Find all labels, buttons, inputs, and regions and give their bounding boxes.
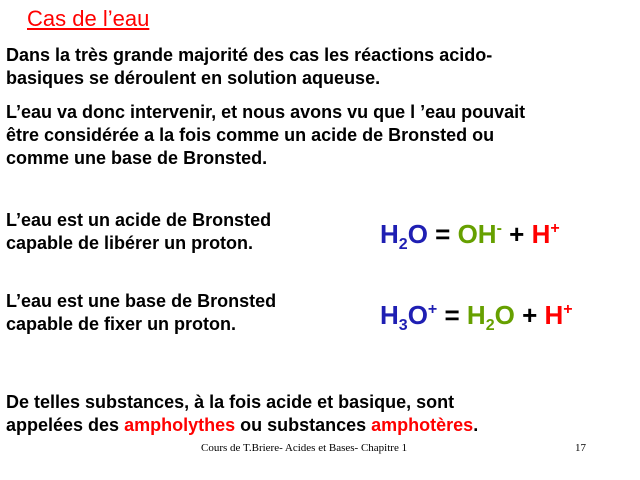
plus-sign: +	[509, 219, 525, 249]
slide-title: Cas de l’eau	[27, 6, 150, 31]
base-product-proton: H+	[544, 300, 573, 330]
water-role-line: être considérée a la fois comme un acide de Bronsted ou	[6, 125, 495, 145]
intro-line: Dans la très grande majorité des cas les réactions acido-	[6, 45, 493, 65]
water-role-line: L’eau va donc intervenir, et nous avons vu que l ’eau pouvait	[6, 102, 526, 122]
water-role-line: comme une base de Bronsted.	[6, 148, 268, 168]
footer-source: Cours de T.Briere- Acides et Bases- Chapitre 1	[201, 442, 408, 454]
term-amphoteres: amphotères	[371, 415, 474, 435]
base-line: L’eau est une base de Bronsted	[6, 291, 277, 311]
base-product-water: $H_2O$	[466, 300, 515, 334]
page-number: 17	[575, 442, 586, 454]
equals-sign: =	[435, 219, 451, 249]
base-reactant: $H_3O^+$	[380, 300, 438, 334]
conclusion-paragraph	[6, 391, 636, 437]
acid-reactant: $H_2O$	[380, 219, 428, 253]
equals-sign: =	[444, 300, 460, 330]
acid-line: L’eau est un acide de Bronsted	[6, 210, 272, 230]
plus-sign: +	[522, 300, 538, 330]
conclusion-line: appelées des ampholythes ou substances amphotères.	[6, 415, 479, 435]
acid-product-hydroxide: OH-	[457, 219, 502, 249]
term-ampholythes: ampholythes	[124, 415, 236, 435]
base-equation	[380, 300, 573, 334]
acid-product-proton: H+	[531, 219, 560, 249]
conclusion-line: De telles substances, à la fois acide et basique, sont	[6, 392, 455, 412]
acid-line: capable de libérer un proton.	[6, 233, 254, 253]
base-line: capable de fixer un proton.	[6, 314, 237, 334]
intro-paragraph	[6, 44, 636, 90]
water-role-paragraph	[6, 101, 636, 170]
acid-equation	[380, 219, 560, 253]
intro-line: basiques se déroulent en solution aqueuse.	[6, 68, 381, 88]
